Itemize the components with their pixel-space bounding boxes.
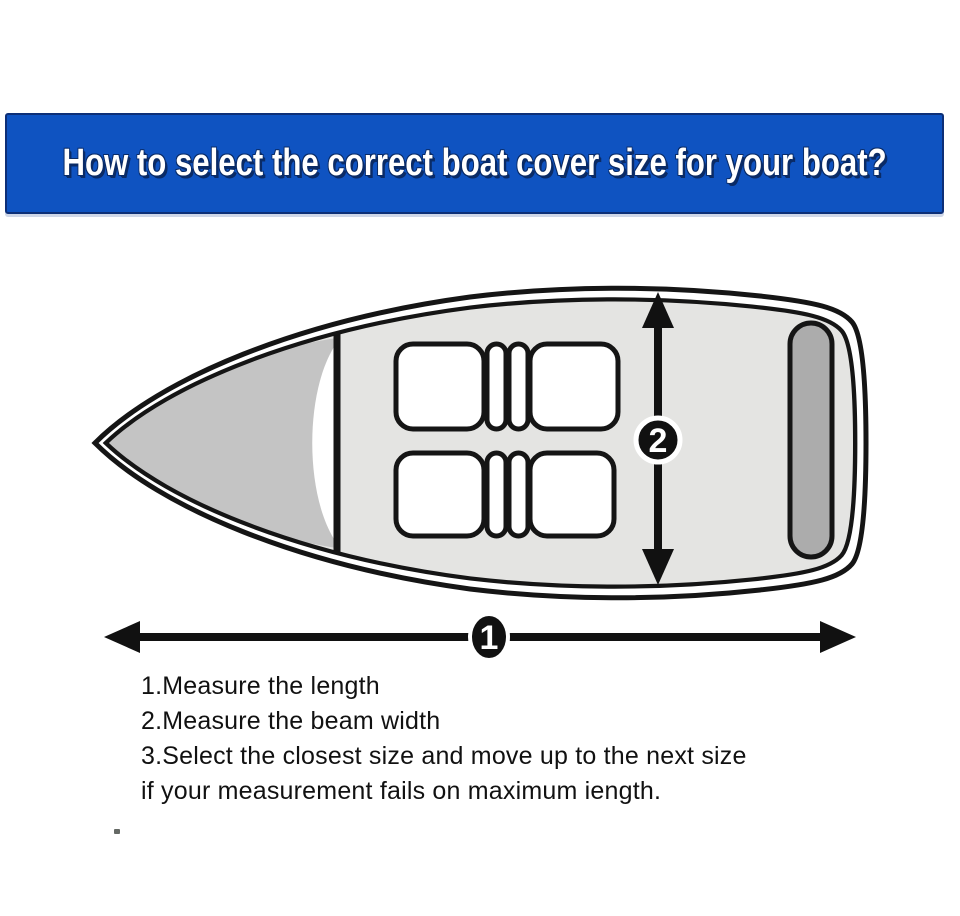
seat-hinge-pill — [487, 453, 506, 536]
beam-badge-label: 2 — [648, 422, 668, 460]
instruction-step-2: 2.Measure the beam width — [141, 707, 441, 735]
seat-hinge-pill — [509, 453, 528, 536]
banner-title: How to select the correct boat cover size for your boat? — [62, 142, 887, 184]
seat-front-left — [396, 344, 484, 429]
length-badge-label: 1 — [479, 619, 499, 657]
instruction-step-3-continued: if your measurement fails on maximum iength. — [141, 777, 662, 805]
arrowhead-left — [104, 621, 140, 653]
instruction-step-3: 3.Select the closest size and move up to the next size — [141, 742, 747, 770]
seat-front-right — [530, 344, 618, 429]
instructions — [141, 669, 747, 809]
instruction-step-1: 1.Measure the length — [141, 672, 380, 700]
seat-rear-right — [530, 453, 614, 536]
seat-hinge-pill — [487, 344, 506, 429]
length-arrow — [104, 614, 856, 660]
seat-hinge-pill — [509, 344, 528, 429]
stern-bench — [790, 323, 832, 557]
scan-speck — [114, 829, 120, 834]
arrowhead-right — [820, 621, 856, 653]
seat-rear-left — [396, 453, 484, 536]
